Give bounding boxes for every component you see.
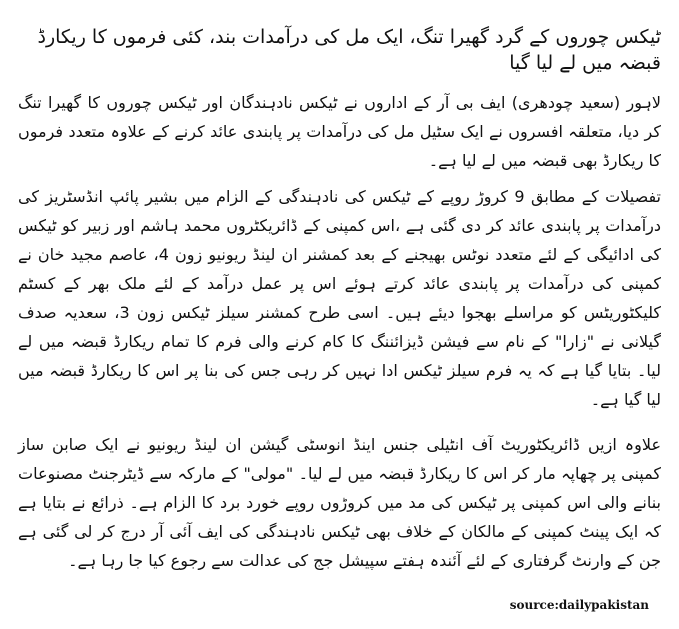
article-paragraph-3: علاوہ ازیں ڈائریکٹوریٹ آف انٹیلی جنس اینڈ انوسٹی گیشن ان لینڈ ریونیو نے ایک صابن ساز کمپنی پر چھاپہ مار کر اس کا ریکارڈ قبضہ میں لے لیا۔ "مولی" کے مارکہ سے ڈیٹرجنٹ مصنوعات بنانے والی اس کمپنی پر ٹیکس کی مد میں کروڑوں روپے خورد برد کا الزام ہے۔ ذرائع نے بتایا ہے کہ ایک پینٹ کمپنی کے مالکان کے خلاف بھی ٹیکس نادہندگی کی ایف آئی آر درج کر لی گئی ہے جن کے وارنٹ گرفتاری کے لئے آئندہ ہفتے سپیشل جج کی عدالت سے رجوع کیا جا رہا ہے۔ <box>18 435 661 570</box>
news-article <box>18 0 661 629</box>
article-paragraph-2: تفصیلات کے مطابق 9 کروڑ روپے کے ٹیکس کی نادہندگی کے الزام میں بشیر پائپ انڈسٹریز کی درآمدات پر پابندی عائد کر دی گئی ہے ،اس کمپنی کے ڈائریکٹروں محمد ہاشم اور زبیر کو ٹیکس کی ادائیگی کے لئے متعدد نوٹس بھیجنے کے بعد کمشنر ان لینڈ ریونیو زون 4، عاصم مجید خان نے کمپنی کی درآمدات پر پابندی عائد کرتے ہوئے اس پر عمل درآمد کے لئے ملک بھر کے کسٹم کلیکٹوریٹس کو مراسلے بھجوا دیئے ہیں۔ اسی طرح کمشنر سیلز ٹیکس زون 3، سعدیہ صدف گیلانی نے "زارا" کے نام سے فیشن ڈیزائننگ کا کام کرنے والی فرم کا تمام ریکارڈ قبضہ میں لے لیا۔ بتایا گیا ہے کہ یہ فرم سیلز ٹیکس ادا نہیں کر رہی جس کی بنا پر اس کا ریکارڈ قبضہ میں لیا گیا ہے۔ <box>18 187 661 409</box>
article-headline: ٹیکس چوروں کے گرد گھیرا تنگ، ایک مل کی درآمدات بند، کئی فرموں کا ریکارڈ قبضہ میں لے لیا گیا <box>37 26 661 74</box>
source-credit: source:dailypakistan <box>509 598 649 612</box>
article-paragraph-1: لاہور (سعید چودھری) ایف بی آر کے اداروں نے ٹیکس نادہندگان اور ٹیکس چوروں کا گھیرا تنگ کر دیا، متعلقہ افسروں نے ایک سٹیل مل کی درآمدات پر پابندی عائد کرنے کے علاوہ متعدد فرموں کا ریکارڈ بھی قبضہ میں لے لیا ہے۔ <box>18 93 662 170</box>
